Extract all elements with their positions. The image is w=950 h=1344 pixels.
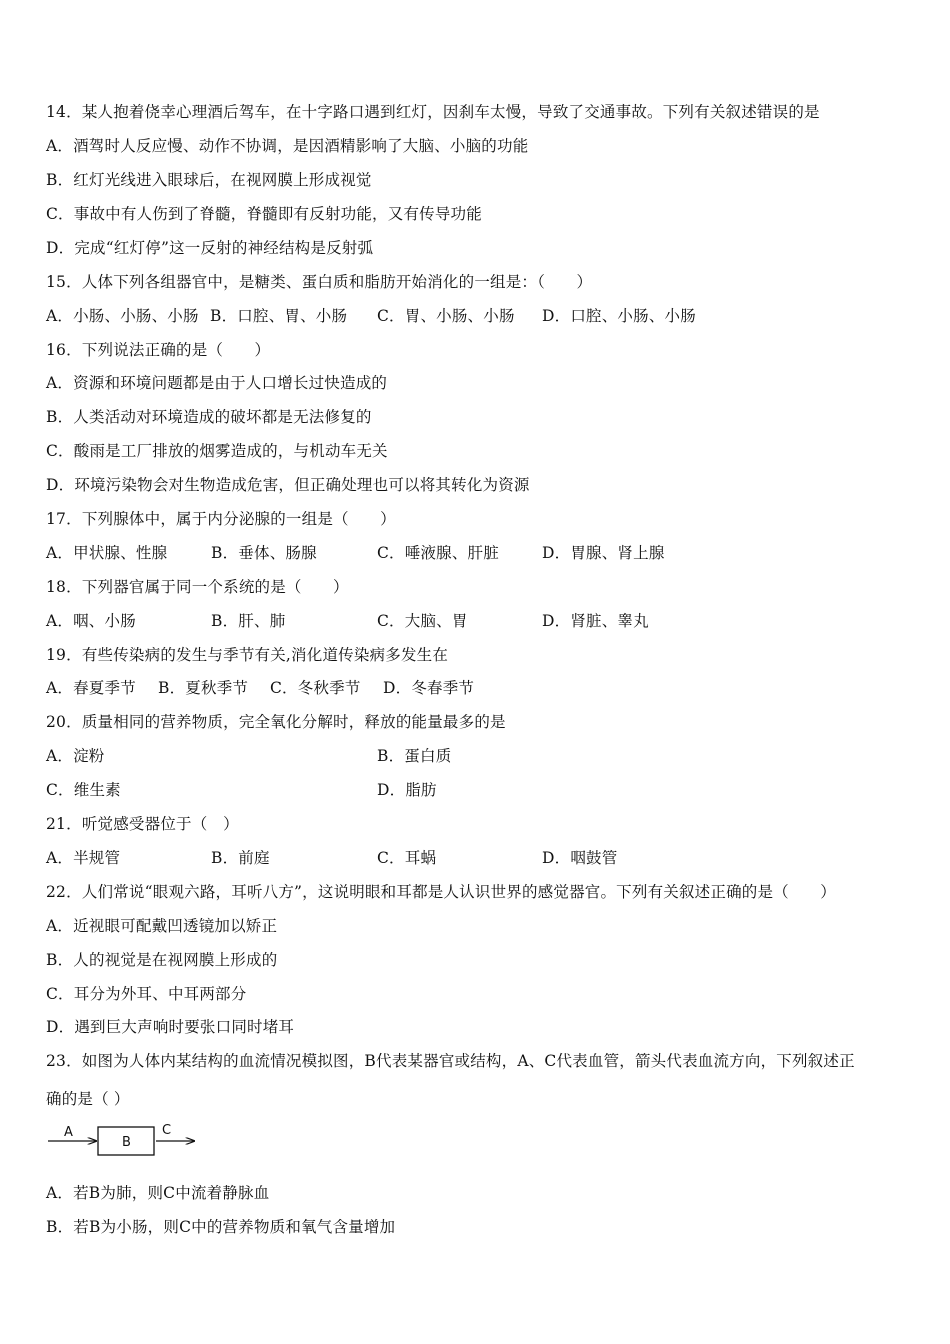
question-21-option-d: D．咽鼓管 [542, 849, 618, 867]
question-23-option-b: B．若B为小肠，则C中的营养物质和氧气含量增加 [46, 1218, 396, 1236]
question-16-stem: 16．下列说法正确的是（ ） [46, 341, 271, 359]
question-21-option-c: C．耳蜗 [377, 849, 437, 867]
question-14-stem: 14．某人抱着侥幸心理酒后驾车，在十字路口遇到红灯，因刹车太慢，导致了交通事故。下列有关叙述错误的是 [46, 103, 820, 121]
question-22-option-a: A．近视眼可配戴凹透镜加以矫正 [46, 917, 278, 935]
question-14-option-c: C．事故中有人伤到了脊髓，脊髓即有反射功能，又有传导功能 [46, 205, 482, 223]
question-19-option-c: C．冬秋季节 [270, 679, 361, 697]
organ-b-label: B [122, 1135, 131, 1150]
question-14-option-b: B．红灯光线进入眼球后，在视网膜上形成视觉 [46, 171, 372, 189]
question-20-option-d: D．脂肪 [377, 781, 437, 799]
question-17-options [46, 543, 906, 563]
question-20-option-a: A．淀粉 [46, 747, 105, 765]
question-15-option-a: A．小肠、小肠、小肠 [46, 307, 199, 325]
question-18-stem: 18．下列器官属于同一个系统的是（ ） [46, 578, 349, 596]
question-20-option-b: B．蛋白质 [377, 747, 452, 765]
vessel-c-label: C [162, 1123, 172, 1138]
question-21-option-b: B．前庭 [211, 849, 270, 867]
question-15-options [46, 306, 906, 326]
question-16-option-c: C．酸雨是工厂排放的烟雾造成的，与机动车无关 [46, 442, 388, 460]
question-14-option-a: A．酒驾时人反应慢、动作不协调，是因酒精影响了大脑、小脑的功能 [46, 137, 529, 155]
vessel-a-label: A [64, 1125, 73, 1140]
question-19-option-d: D．冬春季节 [383, 679, 475, 697]
question-21-option-a: A．半规管 [46, 849, 121, 867]
question-16-option-b: B．人类活动对环境造成的破坏都是无法修复的 [46, 408, 372, 426]
question-20-option-c: C．维生素 [46, 781, 121, 799]
question-18-option-d: D．肾脏、睾丸 [542, 612, 649, 630]
question-22-option-d: D．遇到巨大声响时要张口同时堵耳 [46, 1018, 295, 1036]
question-23-stem-continued: 确的是（ ） [46, 1090, 130, 1108]
question-22-option-b: B．人的视觉是在视网膜上形成的 [46, 951, 278, 969]
question-18-options [46, 611, 906, 631]
question-18-option-c: C．大脑、胃 [377, 612, 468, 630]
question-22-option-c: C．耳分为外耳、中耳两部分 [46, 985, 247, 1003]
question-22-stem: 22．人们常说“眼观六路，耳听八方”，这说明眼和耳都是人认识世界的感觉器官。下列有关叙述正确的是（ ） [46, 883, 836, 901]
question-21-options [46, 848, 906, 868]
question-19-option-a: A．春夏季节 [46, 679, 136, 697]
question-21-stem: 21．听觉感受器位于（ ） [46, 815, 239, 833]
question-15-option-d: D．口腔、小肠、小肠 [542, 307, 696, 325]
question-16-option-d: D．环境污染物会对生物造成危害，但正确处理也可以将其转化为资源 [46, 476, 530, 494]
question-17-option-c: C．唾液腺、肝脏 [377, 544, 499, 562]
question-17-option-d: D．胃腺、肾上腺 [542, 544, 665, 562]
question-15-option-b: B．口腔、胃、小肠 [210, 307, 348, 325]
question-14-option-d: D．完成“红灯停”这一反射的神经结构是反射弧 [46, 239, 374, 257]
question-20-options-row2 [46, 780, 906, 800]
question-20-options-row1 [46, 746, 906, 766]
question-18-option-a: A．咽、小肠 [46, 612, 136, 630]
blood-flow-diagram [46, 1120, 206, 1160]
question-15-stem: 15．人体下列各组器官中，是糖类、蛋白质和脂肪开始消化的一组是：（ ） [46, 273, 593, 291]
question-17-stem: 17．下列腺体中，属于内分泌腺的一组是（ ） [46, 510, 396, 528]
question-17-option-b: B．垂体、肠腺 [211, 544, 317, 562]
question-19-option-b: B．夏秋季节 [158, 679, 249, 697]
question-18-option-b: B．肝、肺 [211, 612, 286, 630]
question-16-option-a: A．资源和环境问题都是由于人口增长过快造成的 [46, 374, 388, 392]
question-19-stem: 19．有些传染病的发生与季节有关,消化道传染病多发生在 [46, 646, 449, 664]
question-17-option-a: A．甲状腺、性腺 [46, 544, 168, 562]
question-23-stem: 23．如图为人体内某结构的血流情况模拟图，B代表某器官或结构，A、C代表血管，箭头代表血流方向，下列叙述正 [46, 1052, 855, 1070]
question-15-option-c: C．胃、小肠、小肠 [377, 307, 515, 325]
question-20-stem: 20．质量相同的营养物质，完全氧化分解时，释放的能量最多的是 [46, 713, 506, 731]
question-19-options [46, 678, 906, 698]
question-23-option-a: A．若B为肺，则C中流着静脉血 [46, 1184, 270, 1202]
